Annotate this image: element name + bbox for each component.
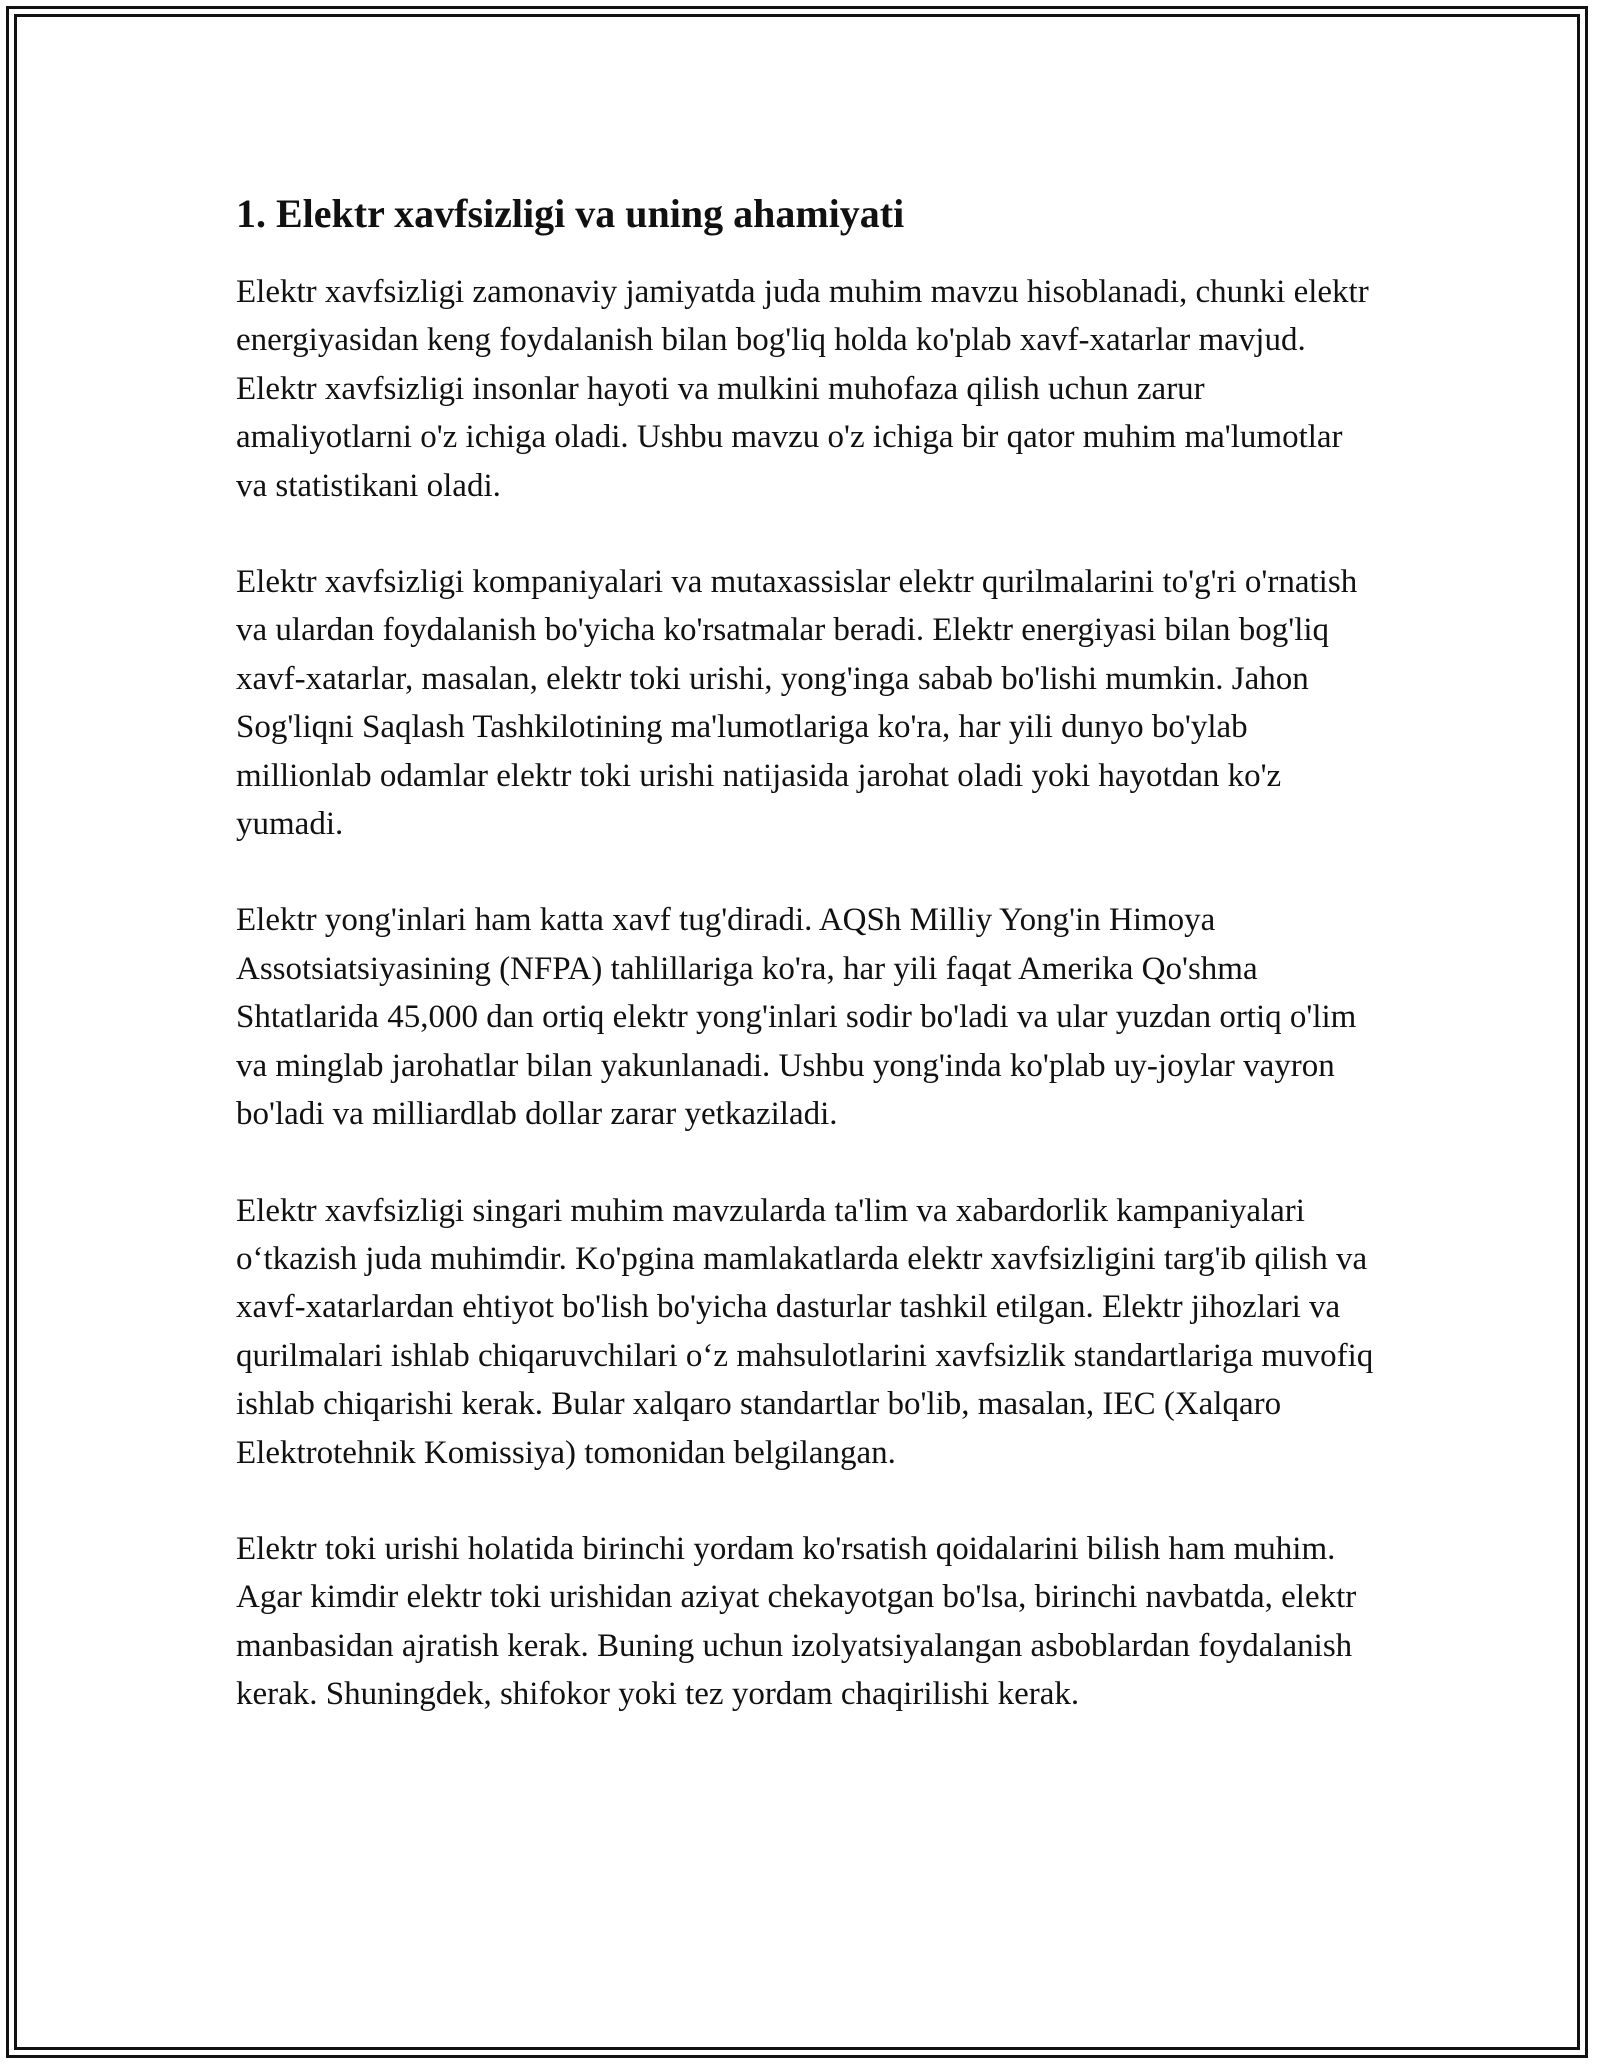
section-heading: 1. Elektr xavfsizligi va uning ahamiyati bbox=[236, 191, 905, 236]
paragraph-2: Elektr xavfsizligi kompaniyalari va mutaxassislar elektr qurilmalarini to'g'ri o'rnatish va ulardan foydalanish bo'yicha ko'rsatmalar beradi. Elektr energiyasi bilan bog'liq xavf-xatarlar, masalan, elektr toki urishi, yong'inga sabab bo'lishi mumkin. Jahon Sog'liqni Saqlash Tashkilotining ma'lumotlariga ko'ra, har yili dunyo bo'ylab millionlab odamlar elektr toki urishi natijasida jarohat oladi yoki hayotdan ko'z yumadi. bbox=[236, 564, 1358, 843]
paragraph-5: Elektr toki urishi holatida birinchi yordam ko'rsatish qoidalarini bilish ham muhim. Agar kimdir elektr toki urishidan aziyat chekayotgan bo'lsa, birinchi navbatda, elektr manbasidan ajratish kerak. Buning uchun izolyatsiyalangan asboblardan foydalanish kerak. Shuningdek, shifokor yoki tez yordam chaqirilishi kerak. bbox=[236, 1530, 1357, 1713]
paragraph-4: Elektr xavfsizligi singari muhim mavzularda ta'lim va xabardorlik kampaniyalari o‘tkazish juda muhimdir. Ko'pgina mamlakatlarda elektr xavfsizligini targ'ib qilish va xavf-xatarlardan ehtiyot bo'lish bo'yicha dasturlar tashkil etilgan. Elektr jihozlari va qurilmalari ishlab chiqaruvchilari o‘z mahsulotlarini xavfsizlik standartlariga muvofiq ishlab chiqarishi kerak. Bular xalqaro standartlar bo'lib, masalan, IEC (Xalqaro Elektrotehnik Komissiya) tomonidan belgilangan. bbox=[236, 1192, 1374, 1471]
paragraph-1: Elektr xavfsizligi zamonaviy jamiyatda juda muhim mavzu hisoblanadi, chunki elektr energiyasidan keng foydalanish bilan bog'liq holda ko'plab xavf-xatarlar mavjud. Elektr xavfsizligi insonlar hayoti va mulkini muhofaza qilish uchun zarur amaliyotlarni o'z ichiga oladi. Ushbu mavzu o'z ichiga bir qator muhim ma'lumotlar va statistikani oladi. bbox=[236, 274, 1369, 504]
paragraph-3: Elektr yong'inlari ham katta xavf tug'diradi. AQSh Milliy Yong'in Himoya Assotsiatsiyasining (NFPA) tahlillariga ko'ra, har yili faqat Amerika Qo'shma Shtatlarida 45,000 dan ortiq elektr yong'inlari sodir bo'ladi va ular yuzdan ortiq o'lim va minglab jarohatlar bilan yakunlanadi. Ushbu yong'inda ko'plab uy-joylar vayron bo'ladi va milliardlab dollar zarar yetkaziladi. bbox=[236, 902, 1357, 1133]
document-body bbox=[236, 186, 1376, 1767]
